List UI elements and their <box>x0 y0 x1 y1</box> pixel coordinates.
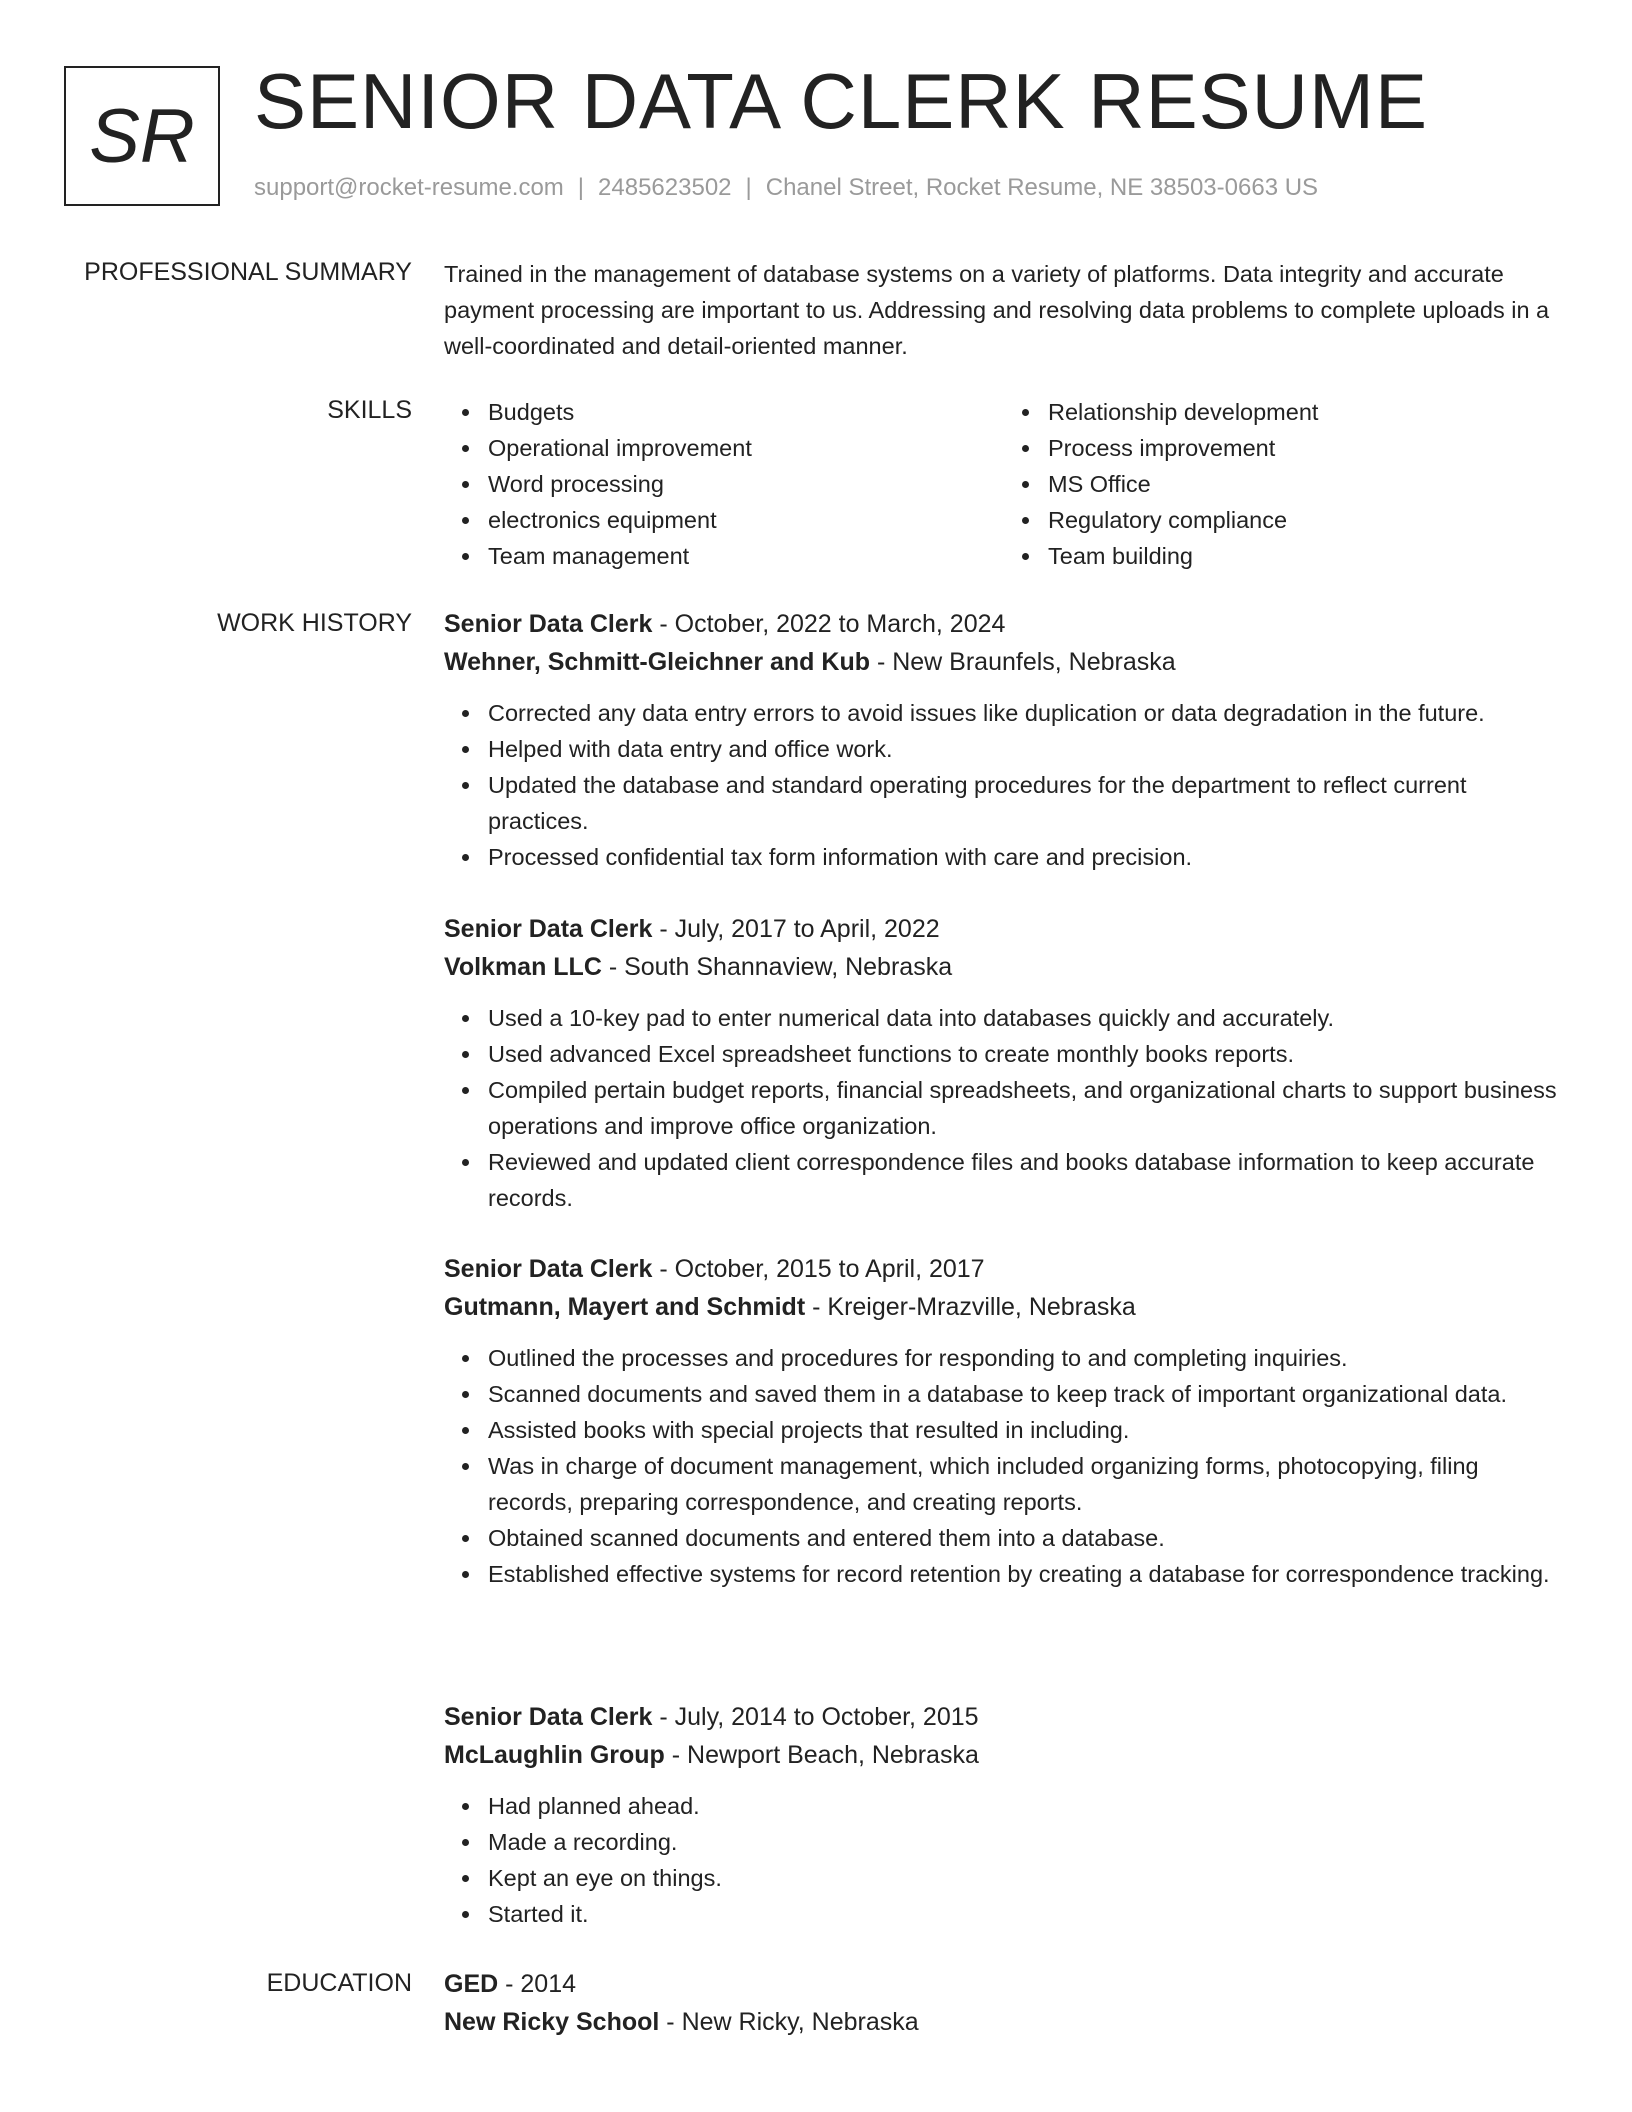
job-title-line <box>444 910 1564 948</box>
job-location: - New Braunfels, Nebraska <box>870 648 1176 676</box>
job-title: Senior Data Clerk <box>444 610 653 638</box>
education-content <box>444 1965 1564 2041</box>
job-bullet: Helped with data entry and office work. <box>488 731 1564 767</box>
summary-label: PROFESSIONAL SUMMARY <box>84 258 412 286</box>
job-bullet: Corrected any data entry errors to avoid issues like duplication or data degradation in the future. <box>488 695 1564 731</box>
page-title: SENIOR DATA CLERK RESUME <box>254 57 1429 145</box>
job-location: - South Shannaview, Nebraska <box>601 953 953 981</box>
skill-item: Word processing <box>488 466 1004 502</box>
job-dates: - July, 2014 to October, 2015 <box>652 1703 979 1731</box>
job-title: Senior Data Clerk <box>444 915 653 943</box>
job-company-line <box>444 1736 1564 1774</box>
job-bullets <box>444 1000 1564 1216</box>
job-bullet: Compiled pertain budget reports, financial spreadsheets, and organizational charts to support business operations and improve office organization. <box>488 1072 1564 1144</box>
job-bullet: Updated the database and standard operating procedures for the department to reflect current practices. <box>488 767 1564 839</box>
job-company: Volkman LLC <box>444 953 602 981</box>
skill-item: electronics equipment <box>488 502 1004 538</box>
job-bullet: Used a 10-key pad to enter numerical data into databases quickly and accurately. <box>488 1000 1564 1036</box>
skills-right-list <box>1004 394 1564 574</box>
skills-label: SKILLS <box>327 396 412 424</box>
skill-item: MS Office <box>1048 466 1564 502</box>
contact-separator: | <box>577 174 585 201</box>
education-degree-line <box>444 1965 1564 2003</box>
skill-item: Operational improvement <box>488 430 1004 466</box>
job-bullet: Kept an eye on things. <box>488 1860 1564 1896</box>
skills-content <box>444 394 1564 574</box>
skill-item: Relationship development <box>1048 394 1564 430</box>
job-bullet: Started it. <box>488 1896 1564 1932</box>
job-title-line <box>444 1250 1564 1288</box>
education-year: - 2014 <box>498 1970 577 1998</box>
job-title-line <box>444 1698 1564 1736</box>
skill-item: Team management <box>488 538 1004 574</box>
job-bullet: Made a recording. <box>488 1824 1564 1860</box>
contact-address: Chanel Street, Rocket Resume, NE 38503-0663 US <box>765 174 1319 201</box>
education-school-line <box>444 2003 1564 2041</box>
contact-line <box>254 174 1318 202</box>
job-company: McLaughlin Group <box>444 1741 665 1769</box>
job-location: - Newport Beach, Nebraska <box>664 1741 979 1769</box>
job-company-line <box>444 948 1564 986</box>
skill-item: Regulatory compliance <box>1048 502 1564 538</box>
contact-phone: 2485623502 <box>598 174 732 201</box>
summary-content <box>444 256 1564 364</box>
job-entry <box>444 910 1564 1216</box>
skills-left-list <box>444 394 1004 574</box>
job-bullet: Outlined the processes and procedures for responding to and completing inquiries. <box>488 1340 1564 1376</box>
job-bullet: Processed confidential tax form information with care and precision. <box>488 839 1564 875</box>
job-dates: - October, 2022 to March, 2024 <box>652 610 1006 638</box>
job-location: - Kreiger-Mrazville, Nebraska <box>805 1293 1136 1321</box>
job-bullet: Scanned documents and saved them in a database to keep track of important organizational data. <box>488 1376 1564 1412</box>
job-company: Wehner, Schmitt-Gleichner and Kub <box>444 648 870 676</box>
job-bullet: Had planned ahead. <box>488 1788 1564 1824</box>
job-bullet: Established effective systems for record retention by creating a database for correspondence tracking. <box>488 1556 1564 1592</box>
job-bullet: Used advanced Excel spreadsheet functions to create monthly books reports. <box>488 1036 1564 1072</box>
skill-item: Budgets <box>488 394 1004 430</box>
job-company-line <box>444 1288 1564 1326</box>
monogram-badge: SR <box>64 66 220 206</box>
job-bullet: Obtained scanned documents and entered them into a database. <box>488 1520 1564 1556</box>
job-title-line <box>444 605 1564 643</box>
education-label: EDUCATION <box>266 1969 412 1997</box>
skill-item: Team building <box>1048 538 1564 574</box>
job-title: Senior Data Clerk <box>444 1703 653 1731</box>
job-dates: - July, 2017 to April, 2022 <box>652 915 940 943</box>
job-bullet: Reviewed and updated client correspondence files and books database information to keep accurate records. <box>488 1144 1564 1216</box>
job-dates: - October, 2015 to April, 2017 <box>652 1255 985 1283</box>
contact-email: support@rocket-resume.com <box>254 174 564 201</box>
job-bullet: Assisted books with special projects that resulted in including. <box>488 1412 1564 1448</box>
job-bullets <box>444 1340 1564 1592</box>
job-bullets <box>444 695 1564 875</box>
job-bullet: Was in charge of document management, which included organizing forms, photocopying, filing records, preparing correspondence, and creating reports. <box>488 1448 1564 1520</box>
job-entry <box>444 605 1564 875</box>
education-location: - New Ricky, Nebraska <box>659 2008 919 2036</box>
job-company-line <box>444 643 1564 681</box>
work-history-label: WORK HISTORY <box>217 609 412 637</box>
contact-separator: | <box>745 174 752 201</box>
skill-item: Process improvement <box>1048 430 1564 466</box>
education-school: New Ricky School <box>444 2008 660 2036</box>
job-title: Senior Data Clerk <box>444 1255 653 1283</box>
job-entry <box>444 1250 1564 1592</box>
education-degree: GED <box>444 1970 499 1998</box>
job-bullets <box>444 1788 1564 1932</box>
summary-text: Trained in the management of database systems on a variety of platforms. Data integrity and accurate payment processing are important to us. Addressing and resolving data problems to complete uploads in a well-coordinated and detail-oriented manner. <box>444 261 1550 359</box>
job-entry <box>444 1698 1564 1932</box>
job-company: Gutmann, Mayert and Schmidt <box>444 1293 806 1321</box>
